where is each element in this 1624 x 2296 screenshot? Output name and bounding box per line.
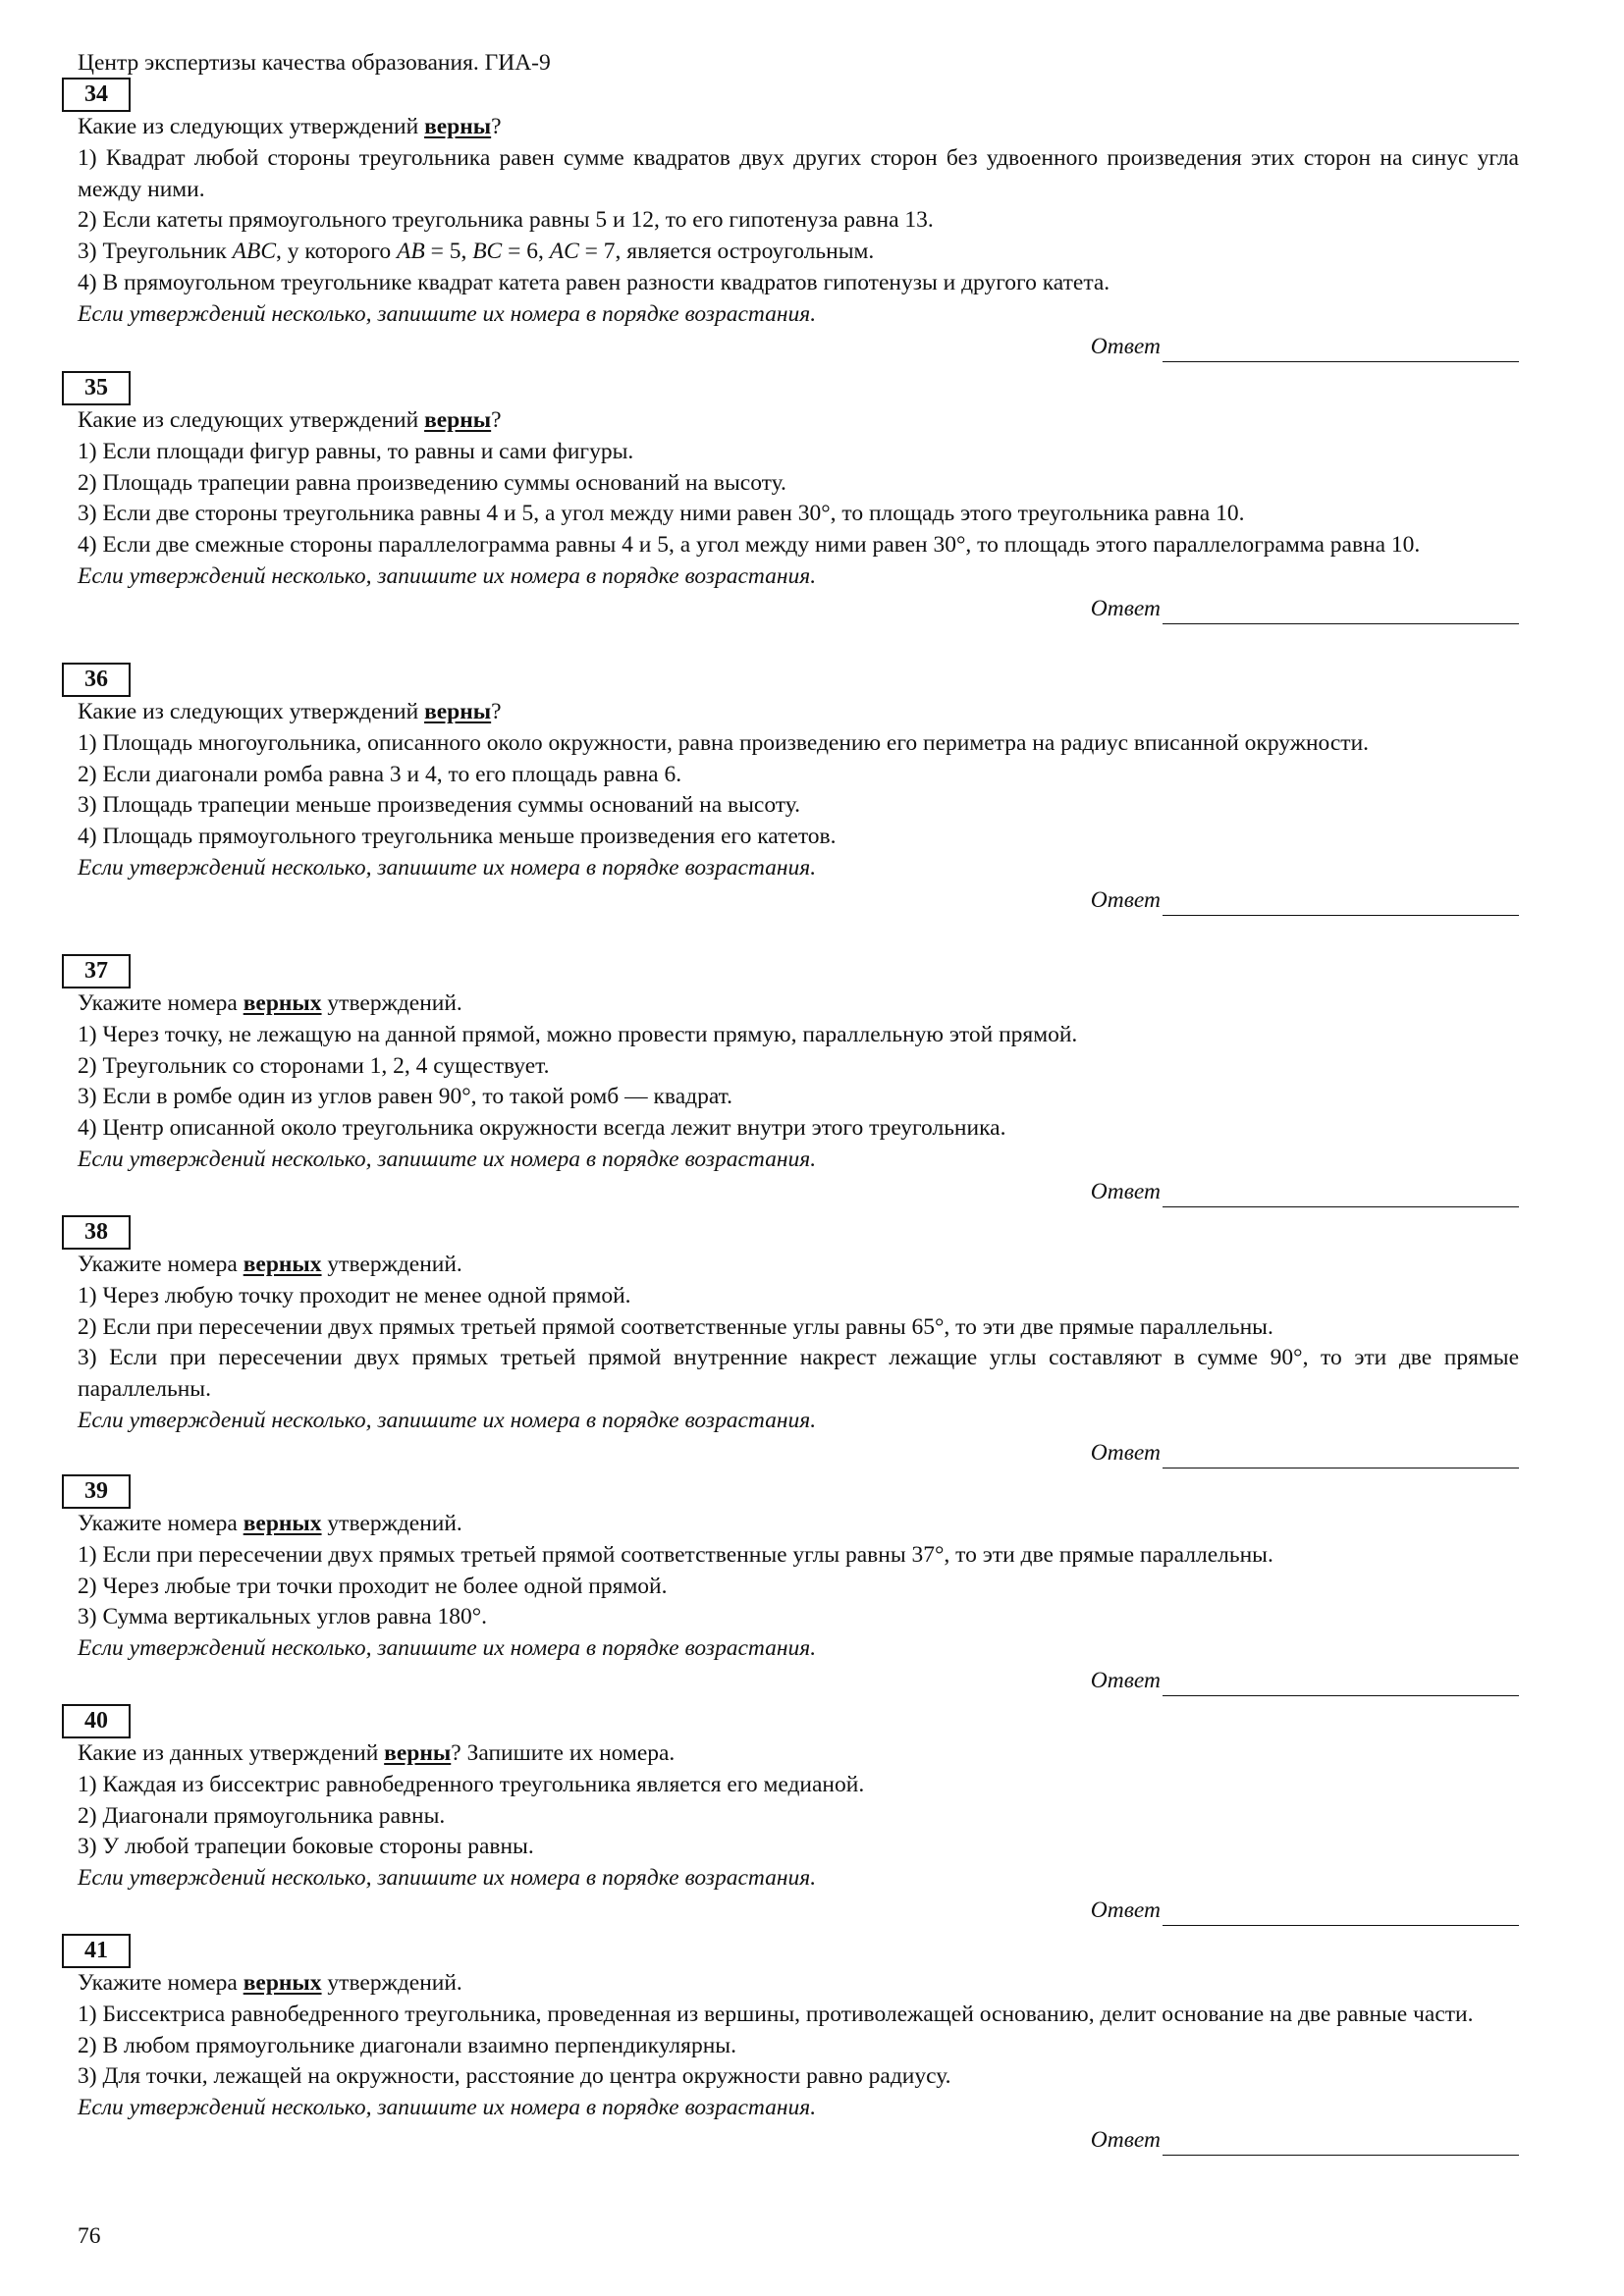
- answer-row: [78, 593, 1519, 624]
- answer-label: Ответ: [1090, 2126, 1161, 2153]
- statement-item: [78, 1051, 1519, 1083]
- prompt-text-end: ?: [491, 114, 502, 139]
- page-number: 76: [78, 2223, 101, 2249]
- statement-text: 4) Центр описанной около треугольника окружности всегда лежит внутри этого треугольника.: [78, 1115, 1006, 1142]
- statement-item: [78, 1801, 1519, 1833]
- answer-label: Ответ: [1090, 1439, 1161, 1466]
- answer-label: Ответ: [1090, 595, 1161, 621]
- statement-text: 2) Площадь трапеции равна произведению суммы оснований на высоту.: [78, 469, 786, 496]
- answer-field[interactable]: [1163, 600, 1519, 624]
- statement-item: [78, 1602, 1519, 1633]
- statement-text: AB: [396, 239, 425, 265]
- instruction-note: Если утверждений несколько, запишите их номера в порядке возрастания.: [78, 1635, 817, 1662]
- statement-text: 2) Если при пересечении двух прямых третьей прямой соответственные углы равны 65°, то эти две прямые параллельны.: [78, 1313, 1273, 1340]
- statement-text: ABC: [232, 239, 277, 265]
- statement-text: 3) У любой трапеции боковые стороны равны.: [78, 1834, 534, 1860]
- question-number: 37: [62, 954, 131, 988]
- statement-text: 1) Площадь многоугольника, описанного около окружности, равна произведению его периметра на радиус вписанной окружности.: [78, 729, 1370, 756]
- question-40: [78, 1704, 1519, 1926]
- statement-item: [78, 2061, 1519, 2093]
- statement-item: [78, 268, 1519, 299]
- statement-text: 4) В прямоугольном треугольнике квадрат катета равен разности квадратов гипотенузы и другого катета.: [78, 269, 1110, 295]
- instruction-note: Если утверждений несколько, запишите их номера в порядке возрастания.: [78, 1865, 817, 1892]
- answer-row: [78, 1176, 1519, 1207]
- answer-field[interactable]: [1163, 891, 1519, 916]
- statement-text: 1) Через любую точку проходит не менее одной прямой.: [78, 1282, 631, 1308]
- statement-text: 1) Если площади фигур равны, то равны и сами фигуры.: [78, 438, 634, 464]
- prompt-text-end: утверждений.: [321, 1511, 462, 1536]
- statement-item: [78, 1281, 1519, 1312]
- statement-text: 2) Треугольник со сторонами 1, 2, 4 существует.: [78, 1052, 550, 1079]
- prompt-emphasis: верны: [424, 114, 492, 139]
- question-prompt: [78, 988, 1519, 1020]
- answer-row: [78, 331, 1519, 362]
- statement-item: [78, 437, 1519, 468]
- statement-text: 3) Если при пересечении двух прямых третьей прямой внутренние накрест лежащие углы составляют в сумме 90°, то эти две прямые параллельны.: [78, 1345, 1519, 1403]
- prompt-text: Укажите номера: [78, 990, 244, 1016]
- question-prompt: [78, 112, 1519, 143]
- answer-label: Ответ: [1090, 886, 1161, 913]
- question-prompt: [78, 405, 1519, 437]
- instruction-note: Если утверждений несколько, запишите их номера в порядке возрастания.: [78, 854, 817, 881]
- prompt-emphasis: верны: [424, 699, 492, 724]
- instruction-note: Если утверждений несколько, запишите их номера в порядке возрастания.: [78, 562, 817, 589]
- question-prompt: [78, 1738, 1519, 1770]
- statement-text: 3) Площадь трапеции меньше произведения суммы оснований на высоту.: [78, 792, 800, 819]
- prompt-text: Какие из данных утверждений: [78, 1740, 385, 1766]
- statement-item: [78, 1343, 1519, 1406]
- answer-label: Ответ: [1090, 333, 1161, 359]
- question-35: [78, 371, 1519, 624]
- statement-text: , у которого: [276, 239, 397, 265]
- prompt-emphasis: верных: [243, 1252, 322, 1277]
- statement-text: 2) Если диагонали ромба равна 3 и 4, то его площадь равна 6.: [78, 761, 682, 787]
- instruction-note: Если утверждений несколько, запишите их номера в порядке возрастания.: [78, 300, 817, 327]
- prompt-text: Укажите номера: [78, 1970, 244, 1996]
- statement-item: [78, 1020, 1519, 1051]
- answer-field[interactable]: [1163, 2131, 1519, 2156]
- statement-item: [78, 530, 1519, 561]
- prompt-text-end: ?: [491, 407, 502, 433]
- statement-text: 3) Для точки, лежащей на окружности, расстояние до центра окружности равно радиусу.: [78, 2063, 951, 2090]
- statement-item: [78, 2031, 1519, 2062]
- statement-item: [78, 2000, 1519, 2031]
- instruction-note: Если утверждений несколько, запишите их номера в порядке возрастания.: [78, 2095, 817, 2121]
- statement-text: 4) Площадь прямоугольного треугольника меньше произведения его катетов.: [78, 824, 837, 850]
- prompt-emphasis: верны: [384, 1740, 452, 1766]
- statement-item: [78, 1770, 1519, 1801]
- statement-item: [78, 468, 1519, 500]
- statement-text: 3) Сумма вертикальных углов равна 180°.: [78, 1604, 487, 1630]
- question-number: 39: [62, 1474, 131, 1509]
- answer-field[interactable]: [1163, 338, 1519, 362]
- prompt-emphasis: верных: [243, 1970, 322, 1996]
- statement-item: [78, 205, 1519, 237]
- page-header: Центр экспертизы качества образования. ГИА-9: [78, 50, 551, 76]
- statement-text: 4) Если две смежные стороны параллелограмма равны 4 и 5, а угол между ними равен 30°, то площадь этого параллелограмма равна 10.: [78, 532, 1421, 559]
- prompt-text-end: ? Запишите их номера.: [451, 1740, 676, 1766]
- answer-row: [78, 1665, 1519, 1696]
- statement-item: [78, 1082, 1519, 1113]
- prompt-text-end: утверждений.: [321, 1252, 462, 1277]
- statement-text: 3) Если две стороны треугольника равны 4 и 5, а угол между ними равен 30°, то площадь этого треугольника равна 10.: [78, 501, 1245, 527]
- question-number: 38: [62, 1215, 131, 1250]
- prompt-text-end: ?: [491, 699, 502, 724]
- statement-item: [78, 728, 1519, 760]
- prompt-text: Укажите номера: [78, 1511, 244, 1536]
- statement-item: [78, 1540, 1519, 1572]
- prompt-text-end: утверждений.: [321, 990, 462, 1016]
- question-38: [78, 1215, 1519, 1468]
- answer-field[interactable]: [1163, 1901, 1519, 1926]
- question-prompt: [78, 1968, 1519, 2000]
- statement-item: [78, 1832, 1519, 1863]
- statement-text: 1) Через точку, не лежащую на данной прямой, можно провести прямую, параллельную этой прямой.: [78, 1021, 1078, 1047]
- statement-item: [78, 1312, 1519, 1344]
- statement-text: 1) Квадрат любой стороны треугольника равен сумме квадратов двух других сторон без удвоенного произведения этих сторон на синус угла между ними.: [78, 144, 1519, 202]
- statement-text: 1) Биссектриса равнобедренного треугольника, проведенная из вершины, противолежащей основанию, делит основание на две равные части.: [78, 2001, 1474, 2027]
- question-prompt: [78, 1250, 1519, 1281]
- question-number: 34: [62, 78, 131, 112]
- answer-label: Ответ: [1090, 1178, 1161, 1204]
- prompt-text: Какие из следующих утверждений: [78, 407, 425, 433]
- prompt-emphasis: верны: [424, 407, 492, 433]
- instruction-note: Если утверждений несколько, запишите их номера в порядке возрастания.: [78, 1407, 817, 1433]
- prompt-text-end: утверждений.: [321, 1970, 462, 1996]
- question-37: [78, 954, 1519, 1207]
- question-number: 40: [62, 1704, 131, 1738]
- statement-item: [78, 760, 1519, 791]
- answer-field[interactable]: [1163, 1183, 1519, 1207]
- statement-text: 2) Если катеты прямоугольного треугольника равны 5 и 12, то его гипотенуза равна 13.: [78, 207, 934, 234]
- question-prompt: [78, 1509, 1519, 1540]
- prompt-text: Какие из следующих утверждений: [78, 114, 425, 139]
- statement-item: [78, 1572, 1519, 1603]
- statement-text: 2) Диагонали прямоугольника равны.: [78, 1802, 446, 1829]
- statement-text: = 5,: [424, 239, 473, 265]
- statement-text: AC: [549, 239, 579, 265]
- prompt-text: Укажите номера: [78, 1252, 244, 1277]
- answer-label: Ответ: [1090, 1667, 1161, 1693]
- answer-row: [78, 884, 1519, 916]
- statement-text: 1) Каждая из биссектрис равнобедренного треугольника является его медианой.: [78, 1771, 865, 1797]
- answer-row: [78, 1437, 1519, 1468]
- statement-item: [78, 499, 1519, 530]
- statement-item: [78, 790, 1519, 822]
- question-prompt: [78, 697, 1519, 728]
- statement-text: BC: [472, 239, 503, 265]
- question-number: 35: [62, 371, 131, 405]
- statement-text: 1) Если при пересечении двух прямых третьей прямой соответственные углы равны 37°, то эти две прямые параллельны.: [78, 1541, 1273, 1568]
- statement-text: = 7, является остроугольным.: [578, 239, 875, 265]
- statement-item: [78, 822, 1519, 853]
- instruction-note: Если утверждений несколько, запишите их номера в порядке возрастания.: [78, 1146, 817, 1172]
- prompt-emphasis: верных: [243, 1511, 322, 1536]
- answer-field[interactable]: [1163, 1672, 1519, 1696]
- answer-label: Ответ: [1090, 1896, 1161, 1923]
- question-39: [78, 1474, 1519, 1696]
- statement-text: 3) Если в ромбе один из углов равен 90°, то такой ромб — квадрат.: [78, 1084, 733, 1110]
- question-41: [78, 1934, 1519, 2156]
- statement-text: 2) Через любые три точки проходит не более одной прямой.: [78, 1573, 668, 1599]
- question-number: 36: [62, 663, 131, 697]
- question-number: 41: [62, 1934, 131, 1968]
- answer-field[interactable]: [1163, 1444, 1519, 1468]
- prompt-emphasis: верных: [243, 990, 322, 1016]
- statement-text: 3) Треугольник: [78, 239, 233, 265]
- answer-row: [78, 2124, 1519, 2156]
- statement-text: 2) В любом прямоугольнике диагонали взаимно перпендикулярны.: [78, 2032, 736, 2058]
- prompt-text: Какие из следующих утверждений: [78, 699, 425, 724]
- question-34: [78, 78, 1519, 362]
- question-36: [78, 663, 1519, 916]
- statement-item: [78, 1113, 1519, 1145]
- answer-row: [78, 1895, 1519, 1926]
- statement-text: = 6,: [502, 239, 550, 265]
- statement-item: [78, 237, 1519, 268]
- statement-item: [78, 143, 1519, 206]
